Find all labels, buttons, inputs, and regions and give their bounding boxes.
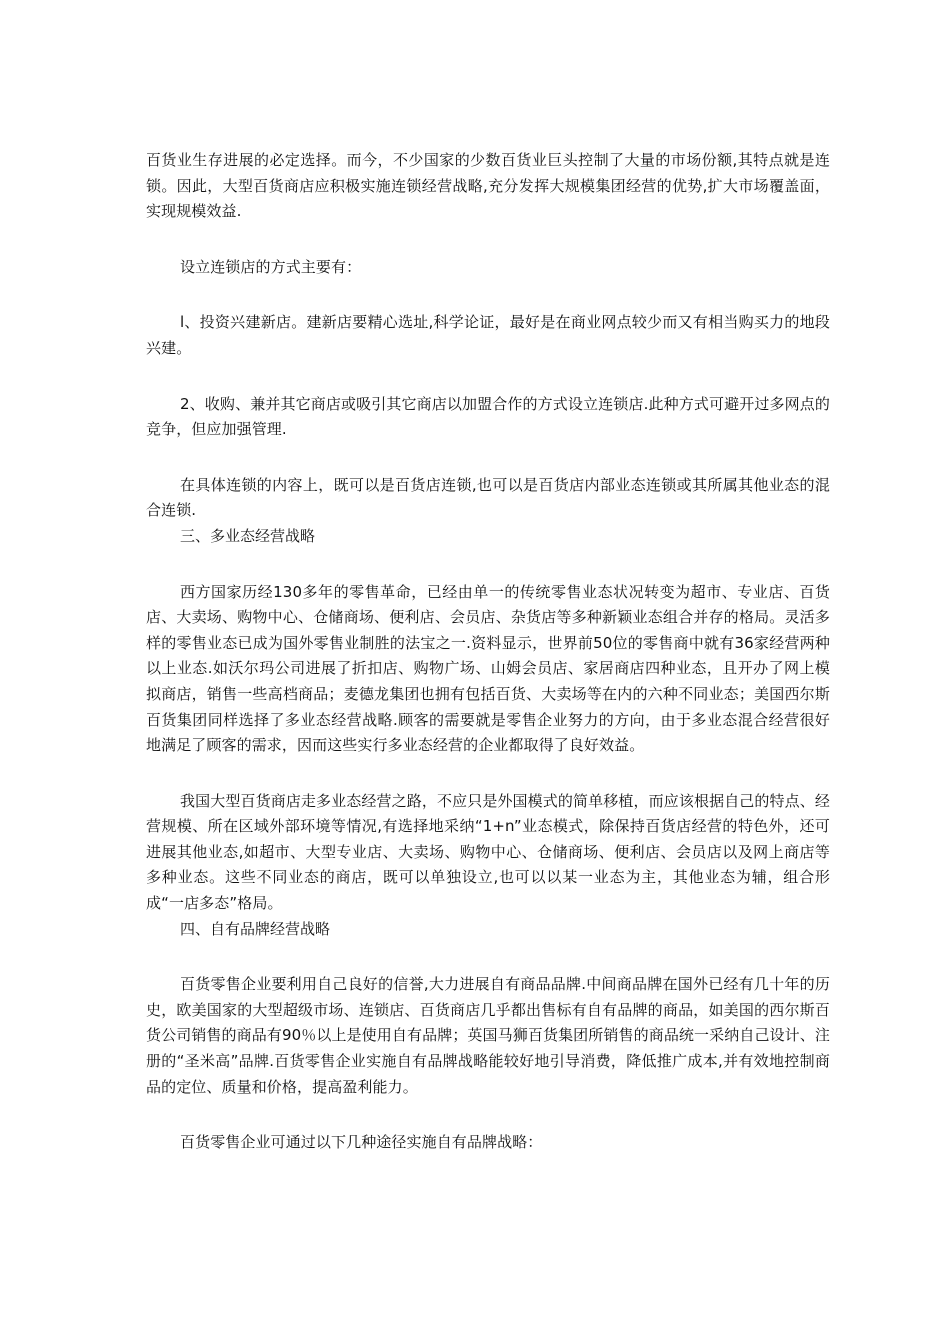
- paragraph-private-brand-ways: 百货零售企业可通过以下几种途径实施自有品牌战略：: [180, 1133, 543, 1152]
- paragraph-chain-methods-intro: 设立连锁店的方式主要有：: [180, 257, 362, 276]
- paragraph-china-multi-format: 我国大型百货商店走多业态经营之路，不应只是外国模式的简单移植，而应该根据自己的特点、经营规模、所在区域外部环境等情况,有选择地采纳“1+n”业态模式，除保持百货店经营的特色外，还可进展其他业态,如超市、大型专业店、大卖场、购物中心、仓储商场、便利店、会员店以及网上商店等多种业态。这些不同业态的商店，既可以单独设立,也可以以某一业态为主，其他业态为辅，组合形成“一店多态”格局。: [146, 791, 830, 913]
- section-heading-multi-format: 三、多业态经营战略: [180, 526, 316, 545]
- paragraph-western-retail: 西方国家历经130多年的零售革命，已经由单一的传统零售业态状况转变为超市、专业店、百货店、大卖场、购物中心、仓储商场、便利店、会员店、杂货店等多种新颖业态组合并存的格局。灵活多样的零售业态已成为国外零售业制胜的法宝之一.资料显示，世界前50位的零售商中就有36家经营两种以上业态.如沃尔玛公司进展了折扣店、购物广场、山姆会员店、家居商店四种业态，且开办了网上模拟商店，销售一些高档商品；麦德龙集团也拥有包括百货、大卖场等在内的六种不同业态；美国西尔斯百货集团同样选择了多业态经营战略.顾客的需要就是零售企业努力的方向，由于多业态混合经营很好地满足了顾客的需求，因而这些实行多业态经营的企业都取得了良好效益。: [146, 582, 830, 755]
- paragraph-private-brand: 百货零售企业要利用自己良好的信誉,大力进展自有商品品牌.中间商品牌在国外已经有几十年的历史，欧美国家的大型超级市场、连锁店、百货商店几乎都出售标有自有品牌的商品，如美国的西尔斯百货公司销售的商品有90％以上是使用自有品牌；英国马狮百货集团所销售的商品统一采纳自己设计、注册的“圣米高”品牌.百货零售企业实施自有品牌战略能较好地引导消费，降低推广成本,并有效地控制商品的定位、质量和价格，提高盈利能力。: [146, 975, 830, 1096]
- section-heading-private-brand: 四、自有品牌经营战略: [180, 919, 331, 938]
- paragraph-acquisition: 2、收购、兼并其它商店或吸引其它商店以加盟合作的方式设立连锁店.此种方式可避开过多网点的竞争，但应加强管理.: [146, 394, 830, 439]
- document-body: [146, 148, 830, 1156]
- paragraph-chain-strategy-conclusion: 百货业生存进展的必定选择。而今，不少国家的少数百货业巨头控制了大量的市场份额,其特点就是连锁。因此，大型百货商店应积极实施连锁经营战略,充分发挥大规模集团经营的优势,扩大市场覆盖面，实现规模效益.: [146, 151, 830, 221]
- paragraph-chain-content: 在具体连锁的内容上，既可以是百货店连锁,也可以是百货店内部业态连锁或其所属其他业态的混合连锁.: [146, 475, 830, 520]
- paragraph-new-store: l、投资兴建新店。建新店要精心选址,科学论证，最好是在商业网点较少而又有相当购买力的地段兴建。: [146, 313, 830, 357]
